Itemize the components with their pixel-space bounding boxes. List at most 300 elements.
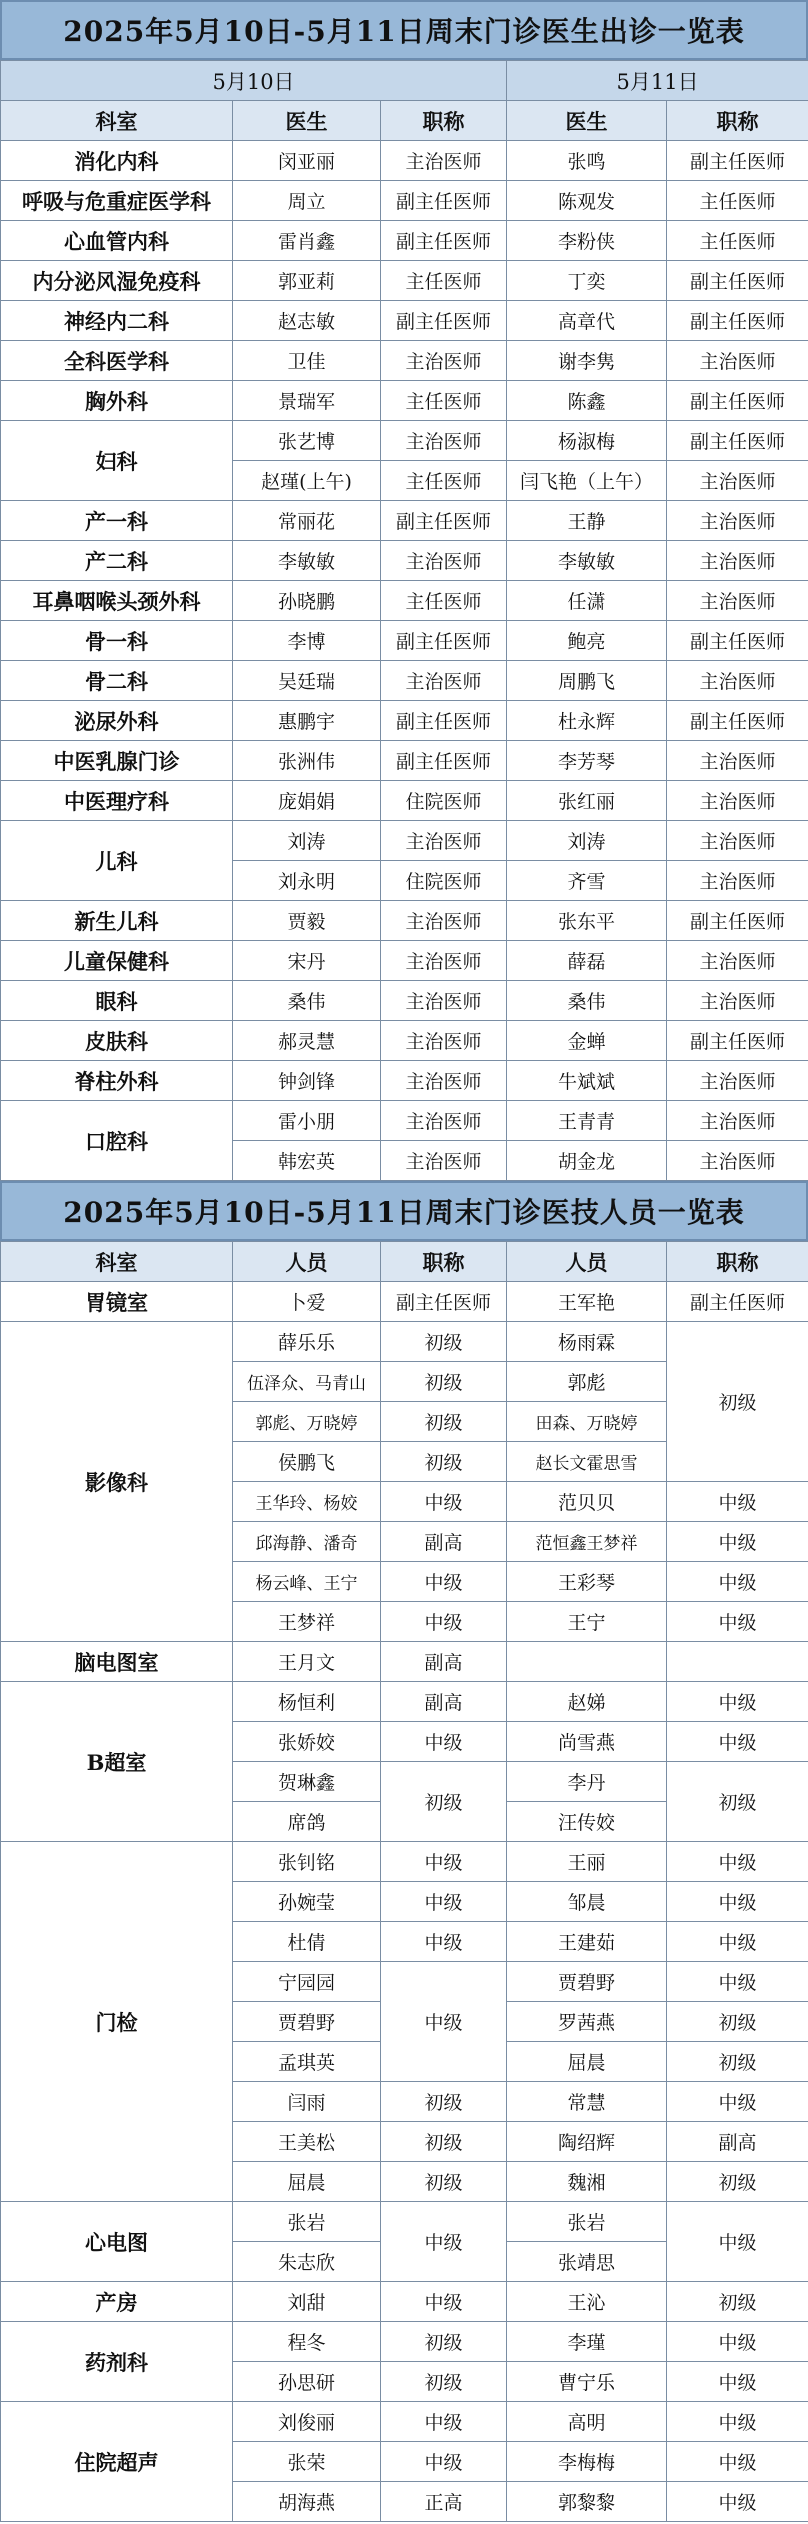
staff-cell: 宁园园 bbox=[233, 1962, 381, 2002]
staff-cell: 副主任医师 bbox=[667, 1282, 808, 1322]
title-day2-cell: 主治医师 bbox=[667, 341, 808, 381]
staff-cell: 初级 bbox=[381, 2362, 507, 2402]
doctor-day2-cell: 闫飞艳（上午） bbox=[507, 461, 667, 501]
department-cell: 内分泌风湿免疫科 bbox=[1, 261, 233, 301]
department-cell: 神经内二科 bbox=[1, 301, 233, 341]
table-row bbox=[1, 141, 808, 181]
staff-cell bbox=[507, 1642, 667, 1682]
staff-cell: 郭黎黎 bbox=[507, 2482, 667, 2522]
staff-cell: 中级 bbox=[667, 2362, 808, 2402]
staff-cell: 初级 bbox=[667, 2282, 808, 2322]
staff-cell: 初级 bbox=[381, 1322, 507, 1362]
staff-cell: 刘甜 bbox=[233, 2282, 381, 2322]
table-row bbox=[1, 1682, 808, 1722]
staff-cell: 张岩 bbox=[233, 2202, 381, 2242]
title-day2-cell: 主治医师 bbox=[667, 741, 808, 781]
staff-cell: 赵娣 bbox=[507, 1682, 667, 1722]
title-day2-cell: 主治医师 bbox=[667, 861, 808, 901]
title-day2-cell: 主治医师 bbox=[667, 821, 808, 861]
title-day2-cell: 主治医师 bbox=[667, 581, 808, 621]
department-cell: B超室 bbox=[1, 1682, 233, 1842]
department-cell: 胸外科 bbox=[1, 381, 233, 421]
title-day1-cell: 副主任医师 bbox=[381, 621, 507, 661]
staff-cell: 王建茹 bbox=[507, 1922, 667, 1962]
table-row bbox=[1, 1101, 808, 1141]
staff-cell: 胡海燕 bbox=[233, 2482, 381, 2522]
doctor-day1-cell: 张艺博 bbox=[233, 421, 381, 461]
table-row bbox=[1, 701, 808, 741]
doctor-schedule-title: 2025年5月10日-5月11日周末门诊医生出诊一览表 bbox=[0, 0, 808, 60]
title-day1-cell: 副主任医师 bbox=[381, 181, 507, 221]
title-day2-cell: 主治医师 bbox=[667, 981, 808, 1021]
staff-cell: 贾碧野 bbox=[507, 1962, 667, 2002]
title-day2-cell: 主治医师 bbox=[667, 1101, 808, 1141]
doctor-day2-cell: 周鹏飞 bbox=[507, 661, 667, 701]
staff-cell: 副高 bbox=[667, 2122, 808, 2162]
table-row bbox=[1, 2322, 808, 2362]
staff-cell: 初级 bbox=[667, 2042, 808, 2082]
staff-cell: 中级 bbox=[667, 1922, 808, 1962]
staff-cell: 张钊铭 bbox=[233, 1842, 381, 1882]
staff-cell: 张娇姣 bbox=[233, 1722, 381, 1762]
department-cell: 住院超声 bbox=[1, 2402, 233, 2522]
staff-cell: 初级 bbox=[667, 1322, 808, 1482]
staff-cell: 杜倩 bbox=[233, 1922, 381, 1962]
staff-cell: 中级 bbox=[381, 1722, 507, 1762]
title-day2-cell: 副主任医师 bbox=[667, 141, 808, 181]
staff-cell: 王丽 bbox=[507, 1842, 667, 1882]
staff-cell: 范恒鑫王梦祥 bbox=[507, 1522, 667, 1562]
staff-cell: 初级 bbox=[381, 2082, 507, 2122]
doctor-day2-cell: 李敏敏 bbox=[507, 541, 667, 581]
doctor-day2-cell: 刘涛 bbox=[507, 821, 667, 861]
staff-cell: 魏湘 bbox=[507, 2162, 667, 2202]
staff-cell: 薛乐乐 bbox=[233, 1322, 381, 1362]
title-day2-cell: 主治医师 bbox=[667, 661, 808, 701]
title-day1-cell: 副主任医师 bbox=[381, 301, 507, 341]
doctor-day2-cell: 任潇 bbox=[507, 581, 667, 621]
staff-cell: 中级 bbox=[381, 1842, 507, 1882]
title-day1-cell: 主任医师 bbox=[381, 381, 507, 421]
table-row bbox=[1, 1642, 808, 1682]
department-cell: 口腔科 bbox=[1, 1101, 233, 1181]
staff-cell: 王沁 bbox=[507, 2282, 667, 2322]
doctor-day1-cell: 卫佳 bbox=[233, 341, 381, 381]
date-day1: 5月10日 bbox=[1, 61, 507, 101]
title-day2-cell: 主治医师 bbox=[667, 1061, 808, 1101]
department-cell: 骨二科 bbox=[1, 661, 233, 701]
staff-cell: 中级 bbox=[667, 2322, 808, 2362]
table-row bbox=[1, 941, 808, 981]
doctor-day1-cell: 桑伟 bbox=[233, 981, 381, 1021]
title-day1-cell: 住院医师 bbox=[381, 861, 507, 901]
title-day2-cell: 主治医师 bbox=[667, 541, 808, 581]
staff-cell: 席鸽 bbox=[233, 1802, 381, 1842]
doctor-day1-cell: 郭亚莉 bbox=[233, 261, 381, 301]
staff-cell: 王梦祥 bbox=[233, 1602, 381, 1642]
doctor-day1-cell: 赵志敏 bbox=[233, 301, 381, 341]
title-day2-cell: 主治医师 bbox=[667, 941, 808, 981]
header-doctor-day2: 医生 bbox=[507, 101, 667, 141]
department-cell: 药剂科 bbox=[1, 2322, 233, 2402]
staff-cell: 侯鹏飞 bbox=[233, 1442, 381, 1482]
staff-cell: 中级 bbox=[667, 2482, 808, 2522]
header-dept: 科室 bbox=[1, 101, 233, 141]
staff-cell: 范贝贝 bbox=[507, 1482, 667, 1522]
doctor-day2-cell: 牛斌斌 bbox=[507, 1061, 667, 1101]
staff-cell: 程冬 bbox=[233, 2322, 381, 2362]
staff-cell: 孙思研 bbox=[233, 2362, 381, 2402]
title-day2-cell: 主治医师 bbox=[667, 1141, 808, 1181]
title-day2-cell: 副主任医师 bbox=[667, 421, 808, 461]
staff-cell: 中级 bbox=[381, 1482, 507, 1522]
staff-cell: 中级 bbox=[667, 1882, 808, 1922]
title-day2-cell: 主治医师 bbox=[667, 461, 808, 501]
staff-cell: 伍泽众、马青山 bbox=[233, 1362, 381, 1402]
table-row bbox=[1, 741, 808, 781]
staff-cell: 王彩琴 bbox=[507, 1562, 667, 1602]
staff-cell: 中级 bbox=[667, 1482, 808, 1522]
doctor-day1-cell: 吴廷瑞 bbox=[233, 661, 381, 701]
staff-cell: 李梅梅 bbox=[507, 2442, 667, 2482]
staff-cell: 曹宁乐 bbox=[507, 2362, 667, 2402]
table-row bbox=[1, 1322, 808, 1362]
table-row bbox=[1, 781, 808, 821]
doctor-day1-cell: 常丽花 bbox=[233, 501, 381, 541]
doctor-day2-cell: 杨淑梅 bbox=[507, 421, 667, 461]
staff-cell: 中级 bbox=[667, 2402, 808, 2442]
doctor-day2-cell: 李芳琴 bbox=[507, 741, 667, 781]
doctor-day2-cell: 张东平 bbox=[507, 901, 667, 941]
staff-cell bbox=[667, 1642, 808, 1682]
tech-header-staff-day1: 人员 bbox=[233, 1242, 381, 1282]
staff-cell: 杨云峰、王宁 bbox=[233, 1562, 381, 1602]
doctor-day1-cell: 钟剑锋 bbox=[233, 1061, 381, 1101]
department-cell: 儿童保健科 bbox=[1, 941, 233, 981]
doctor-day2-cell: 桑伟 bbox=[507, 981, 667, 1021]
doctor-day1-cell: 惠鹏宇 bbox=[233, 701, 381, 741]
doctor-day2-cell: 张红丽 bbox=[507, 781, 667, 821]
staff-cell: 中级 bbox=[667, 1602, 808, 1642]
staff-cell: 初级 bbox=[667, 2162, 808, 2202]
table-row bbox=[1, 421, 808, 461]
department-cell: 影像科 bbox=[1, 1322, 233, 1642]
staff-cell: 贾碧野 bbox=[233, 2002, 381, 2042]
title-day1-cell: 主治医师 bbox=[381, 541, 507, 581]
date-header-row bbox=[1, 61, 808, 101]
header-doctor-day1: 医生 bbox=[233, 101, 381, 141]
doctor-day2-cell: 谢李隽 bbox=[507, 341, 667, 381]
doctor-day2-cell: 王青青 bbox=[507, 1101, 667, 1141]
title-day1-cell: 副主任医师 bbox=[381, 221, 507, 261]
staff-cell: 副高 bbox=[381, 1682, 507, 1722]
department-cell: 呼吸与危重症医学科 bbox=[1, 181, 233, 221]
staff-cell: 赵长文霍思雪 bbox=[507, 1442, 667, 1482]
title-day1-cell: 主任医师 bbox=[381, 461, 507, 501]
doctor-day2-cell: 王静 bbox=[507, 501, 667, 541]
staff-cell: 初级 bbox=[381, 1362, 507, 1402]
table-row bbox=[1, 2402, 808, 2442]
staff-cell: 中级 bbox=[381, 1602, 507, 1642]
title-day2-cell: 副主任医师 bbox=[667, 621, 808, 661]
title-day2-cell: 主治医师 bbox=[667, 781, 808, 821]
title-day1-cell: 主治医师 bbox=[381, 821, 507, 861]
department-cell: 泌尿外科 bbox=[1, 701, 233, 741]
title-day1-cell: 主治医师 bbox=[381, 1101, 507, 1141]
department-cell: 脊柱外科 bbox=[1, 1061, 233, 1101]
department-cell: 产一科 bbox=[1, 501, 233, 541]
tech-header-staff-day2: 人员 bbox=[507, 1242, 667, 1282]
department-cell: 新生儿科 bbox=[1, 901, 233, 941]
title-day1-cell: 主治医师 bbox=[381, 1141, 507, 1181]
doctor-day1-cell: 景瑞军 bbox=[233, 381, 381, 421]
title-day2-cell: 副主任医师 bbox=[667, 701, 808, 741]
doctor-day2-cell: 薛磊 bbox=[507, 941, 667, 981]
table-row bbox=[1, 501, 808, 541]
department-cell: 产房 bbox=[1, 2282, 233, 2322]
header-title-day1: 职称 bbox=[381, 101, 507, 141]
table-row bbox=[1, 1021, 808, 1061]
department-cell: 脑电图室 bbox=[1, 1642, 233, 1682]
table-row bbox=[1, 981, 808, 1021]
doctor-day1-cell: 刘涛 bbox=[233, 821, 381, 861]
staff-cell: 中级 bbox=[667, 2202, 808, 2282]
staff-cell: 邱海静、潘奇 bbox=[233, 1522, 381, 1562]
department-cell: 心电图 bbox=[1, 2202, 233, 2282]
staff-cell: 中级 bbox=[667, 1962, 808, 2002]
staff-cell: 中级 bbox=[667, 1682, 808, 1722]
tech-header-title-day1: 职称 bbox=[381, 1242, 507, 1282]
department-cell: 心血管内科 bbox=[1, 221, 233, 261]
title-day1-cell: 主治医师 bbox=[381, 341, 507, 381]
title-day1-cell: 主治医师 bbox=[381, 1061, 507, 1101]
staff-cell: 中级 bbox=[667, 2442, 808, 2482]
doctor-day1-cell: 贾毅 bbox=[233, 901, 381, 941]
doctor-day2-cell: 李粉侠 bbox=[507, 221, 667, 261]
staff-cell: 尚雪燕 bbox=[507, 1722, 667, 1762]
staff-cell: 闫雨 bbox=[233, 2082, 381, 2122]
table-row bbox=[1, 1282, 808, 1322]
title-day1-cell: 主治医师 bbox=[381, 421, 507, 461]
title-day2-cell: 副主任医师 bbox=[667, 901, 808, 941]
doctor-day2-cell: 丁奕 bbox=[507, 261, 667, 301]
staff-cell: 罗茜燕 bbox=[507, 2002, 667, 2042]
doctor-schedule-table bbox=[0, 60, 808, 1181]
staff-cell: 副高 bbox=[381, 1522, 507, 1562]
column-header-row bbox=[1, 101, 808, 141]
table-row bbox=[1, 661, 808, 701]
doctor-day1-cell: 庞娟娟 bbox=[233, 781, 381, 821]
staff-cell: 屈晨 bbox=[507, 2042, 667, 2082]
staff-cell: 初级 bbox=[381, 2162, 507, 2202]
title-day2-cell: 副主任医师 bbox=[667, 301, 808, 341]
staff-cell: 中级 bbox=[381, 1562, 507, 1602]
table-row bbox=[1, 2282, 808, 2322]
staff-cell: 中级 bbox=[381, 2202, 507, 2282]
staff-cell: 中级 bbox=[381, 2282, 507, 2322]
doctor-day1-cell: 宋丹 bbox=[233, 941, 381, 981]
staff-cell: 邹晨 bbox=[507, 1882, 667, 1922]
table-row bbox=[1, 181, 808, 221]
staff-cell: 王美松 bbox=[233, 2122, 381, 2162]
staff-cell: 初级 bbox=[381, 1402, 507, 1442]
staff-cell: 朱志欣 bbox=[233, 2242, 381, 2282]
staff-cell: 初级 bbox=[381, 1442, 507, 1482]
title-day2-cell: 副主任医师 bbox=[667, 261, 808, 301]
staff-cell: 王宁 bbox=[507, 1602, 667, 1642]
tech-header-title-day2: 职称 bbox=[667, 1242, 808, 1282]
doctor-day1-cell: 李博 bbox=[233, 621, 381, 661]
staff-cell: 孙婉莹 bbox=[233, 1882, 381, 1922]
department-cell: 消化内科 bbox=[1, 141, 233, 181]
staff-cell: 正高 bbox=[381, 2482, 507, 2522]
title-day1-cell: 主治医师 bbox=[381, 981, 507, 1021]
title-day1-cell: 副主任医师 bbox=[381, 701, 507, 741]
table-row bbox=[1, 261, 808, 301]
staff-cell: 王华玲、杨姣 bbox=[233, 1482, 381, 1522]
staff-cell: 中级 bbox=[381, 1962, 507, 2082]
table-row bbox=[1, 1842, 808, 1882]
doctor-day1-cell: 周立 bbox=[233, 181, 381, 221]
doctor-day1-cell: 李敏敏 bbox=[233, 541, 381, 581]
table-row bbox=[1, 821, 808, 861]
department-cell: 中医理疗科 bbox=[1, 781, 233, 821]
doctor-day2-cell: 齐雪 bbox=[507, 861, 667, 901]
doctor-day2-cell: 陈鑫 bbox=[507, 381, 667, 421]
staff-cell: 汪传姣 bbox=[507, 1802, 667, 1842]
doctor-day1-cell: 孙晓鹏 bbox=[233, 581, 381, 621]
staff-cell: 中级 bbox=[381, 2402, 507, 2442]
staff-cell: 中级 bbox=[667, 1522, 808, 1562]
title-day1-cell: 主治医师 bbox=[381, 1021, 507, 1061]
staff-cell: 卜爱 bbox=[233, 1282, 381, 1322]
staff-cell: 副主任医师 bbox=[381, 1282, 507, 1322]
department-cell: 妇科 bbox=[1, 421, 233, 501]
doctor-day2-cell: 杜永辉 bbox=[507, 701, 667, 741]
staff-cell: 贺琳鑫 bbox=[233, 1762, 381, 1802]
department-cell: 儿科 bbox=[1, 821, 233, 901]
doctor-day1-cell: 刘永明 bbox=[233, 861, 381, 901]
doctor-day2-cell: 金蝉 bbox=[507, 1021, 667, 1061]
title-day1-cell: 副主任医师 bbox=[381, 741, 507, 781]
department-cell: 产二科 bbox=[1, 541, 233, 581]
staff-cell: 中级 bbox=[667, 1842, 808, 1882]
staff-cell: 郭彪 bbox=[507, 1362, 667, 1402]
tech-column-header-row bbox=[1, 1242, 808, 1282]
department-cell: 耳鼻咽喉头颈外科 bbox=[1, 581, 233, 621]
tech-schedule-table bbox=[0, 1241, 808, 2522]
staff-cell: 郭彪、万晓婷 bbox=[233, 1402, 381, 1442]
staff-cell: 张靖思 bbox=[507, 2242, 667, 2282]
staff-cell: 中级 bbox=[381, 2442, 507, 2482]
staff-cell: 田森、万晓婷 bbox=[507, 1402, 667, 1442]
staff-cell: 王月文 bbox=[233, 1642, 381, 1682]
title-day1-cell: 主治医师 bbox=[381, 941, 507, 981]
table-row bbox=[1, 1061, 808, 1101]
staff-cell: 王军艳 bbox=[507, 1282, 667, 1322]
department-cell: 中医乳腺门诊 bbox=[1, 741, 233, 781]
doctor-day1-cell: 韩宏英 bbox=[233, 1141, 381, 1181]
staff-cell: 副高 bbox=[381, 1642, 507, 1682]
title-day1-cell: 主治医师 bbox=[381, 141, 507, 181]
staff-cell: 杨恒利 bbox=[233, 1682, 381, 1722]
doctor-day2-cell: 高章代 bbox=[507, 301, 667, 341]
staff-cell: 中级 bbox=[667, 1722, 808, 1762]
doctor-day1-cell: 张洲伟 bbox=[233, 741, 381, 781]
staff-cell: 初级 bbox=[381, 1762, 507, 1842]
title-day2-cell: 主治医师 bbox=[667, 501, 808, 541]
staff-cell: 中级 bbox=[667, 2082, 808, 2122]
title-day2-cell: 副主任医师 bbox=[667, 381, 808, 421]
department-cell: 全科医学科 bbox=[1, 341, 233, 381]
staff-cell: 初级 bbox=[381, 2122, 507, 2162]
department-cell: 骨一科 bbox=[1, 621, 233, 661]
header-title-day2: 职称 bbox=[667, 101, 808, 141]
doctor-day2-cell: 陈观发 bbox=[507, 181, 667, 221]
staff-cell: 中级 bbox=[381, 1882, 507, 1922]
department-cell: 胃镜室 bbox=[1, 1282, 233, 1322]
table-row bbox=[1, 381, 808, 421]
table-row bbox=[1, 901, 808, 941]
table-row bbox=[1, 541, 808, 581]
title-day1-cell: 主任医师 bbox=[381, 581, 507, 621]
title-day1-cell: 主治医师 bbox=[381, 661, 507, 701]
staff-cell: 屈晨 bbox=[233, 2162, 381, 2202]
date-day2: 5月11日 bbox=[507, 61, 808, 101]
title-day1-cell: 主治医师 bbox=[381, 901, 507, 941]
title-day1-cell: 主任医师 bbox=[381, 261, 507, 301]
doctor-day1-cell: 赵瑾(上午) bbox=[233, 461, 381, 501]
doctor-day2-cell: 张鸣 bbox=[507, 141, 667, 181]
doctor-day1-cell: 郝灵慧 bbox=[233, 1021, 381, 1061]
staff-cell: 张荣 bbox=[233, 2442, 381, 2482]
doctor-day1-cell: 闵亚丽 bbox=[233, 141, 381, 181]
table-row bbox=[1, 301, 808, 341]
tech-header-dept: 科室 bbox=[1, 1242, 233, 1282]
table-row bbox=[1, 341, 808, 381]
staff-cell: 陶绍辉 bbox=[507, 2122, 667, 2162]
staff-cell: 李丹 bbox=[507, 1762, 667, 1802]
title-day2-cell: 主任医师 bbox=[667, 181, 808, 221]
staff-cell: 刘俊丽 bbox=[233, 2402, 381, 2442]
staff-cell: 中级 bbox=[381, 1922, 507, 1962]
staff-cell: 孟琪英 bbox=[233, 2042, 381, 2082]
department-cell: 门检 bbox=[1, 1842, 233, 2202]
department-cell: 皮肤科 bbox=[1, 1021, 233, 1061]
doctor-day2-cell: 胡金龙 bbox=[507, 1141, 667, 1181]
staff-cell: 李瑾 bbox=[507, 2322, 667, 2362]
staff-cell: 杨雨霖 bbox=[507, 1322, 667, 1362]
doctor-day1-cell: 雷小朋 bbox=[233, 1101, 381, 1141]
title-day1-cell: 住院医师 bbox=[381, 781, 507, 821]
table-row bbox=[1, 2202, 808, 2242]
title-day2-cell: 主任医师 bbox=[667, 221, 808, 261]
table-row bbox=[1, 221, 808, 261]
staff-cell: 中级 bbox=[667, 1562, 808, 1602]
doctor-day2-cell: 鲍亮 bbox=[507, 621, 667, 661]
staff-cell: 初级 bbox=[667, 2002, 808, 2042]
staff-cell: 初级 bbox=[667, 1762, 808, 1842]
table-row bbox=[1, 581, 808, 621]
staff-cell: 张岩 bbox=[507, 2202, 667, 2242]
title-day2-cell: 副主任医师 bbox=[667, 1021, 808, 1061]
department-cell: 眼科 bbox=[1, 981, 233, 1021]
title-day1-cell: 副主任医师 bbox=[381, 501, 507, 541]
staff-cell: 高明 bbox=[507, 2402, 667, 2442]
staff-cell: 初级 bbox=[381, 2322, 507, 2362]
table-row bbox=[1, 621, 808, 661]
tech-schedule-title: 2025年5月10日-5月11日周末门诊医技人员一览表 bbox=[0, 1181, 808, 1241]
